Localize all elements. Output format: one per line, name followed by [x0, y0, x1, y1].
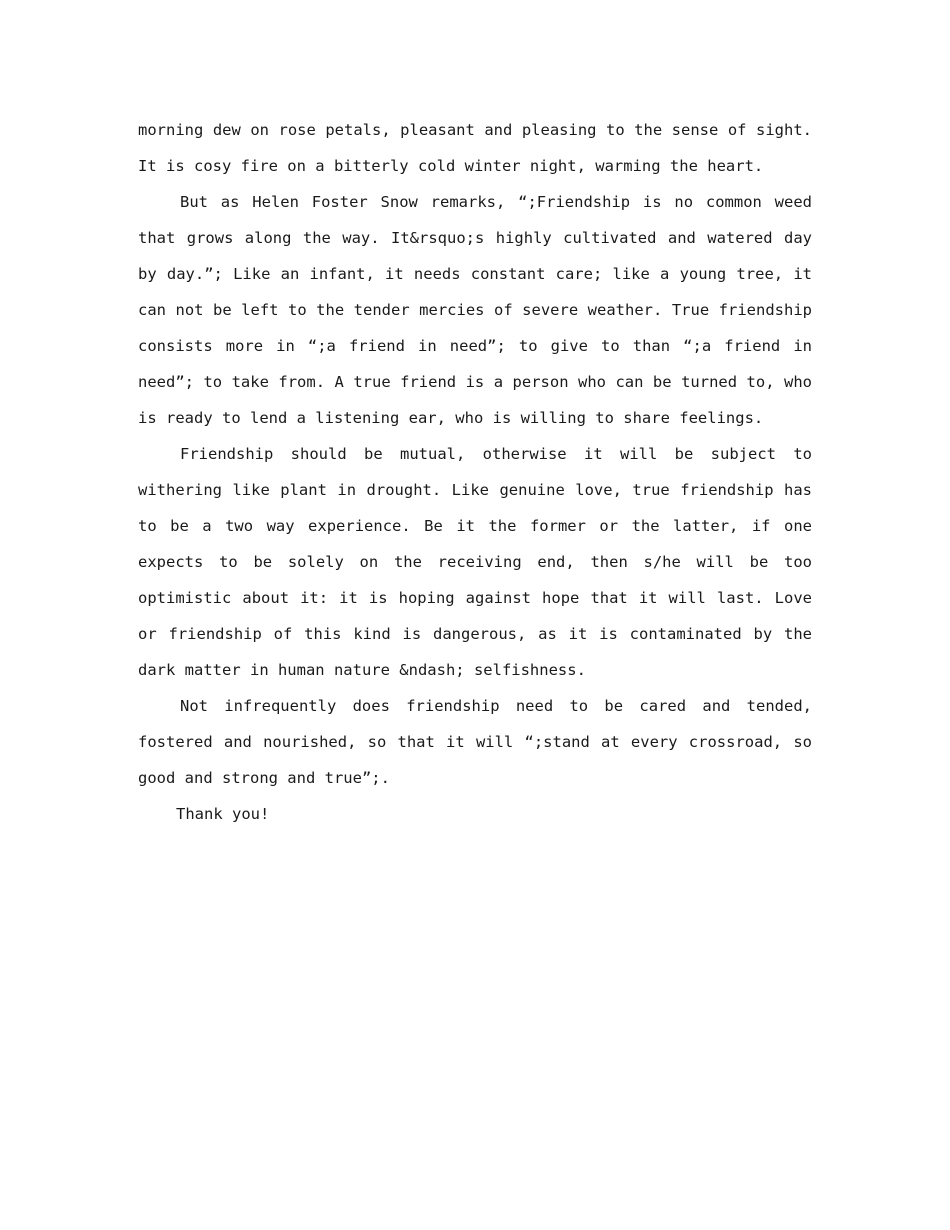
paragraph-3: Friendship should be mutual, otherwise it will be subject to withering like plant in drought. Like genuine love, true friendship has to be a two way experience. Be it the former or the latter, if one expects to be solely on the receiving end, then s/he will be too optimistic about it: it is hoping against hope that it will last. Love or friendship of this kind is dangerous, as it is contaminated by the dark matter in human nature &ndash; selfishness.: [138, 445, 812, 679]
closing-line: Thank you!: [176, 805, 270, 823]
paragraph-4: Not infrequently does friendship need to be cared and tended, fostered and nourished, so that it will “;stand at every crossroad, so good and strong and true”;.: [138, 697, 812, 787]
document-body: [138, 112, 812, 832]
paragraph-1: morning dew on rose petals, pleasant and pleasing to the sense of sight. It is cosy fire on a bitterly cold winter night, warming the heart.: [138, 121, 812, 175]
paragraph-2: But as Helen Foster Snow remarks, “;Friendship is no common weed that grows along the way. It&rsquo;s highly cultivated and watered day by day.”; Like an infant, it needs constant care; like a young tree, it can not be left to the tender mercies of severe weather. True friendship consists more in “;a friend in need”; to give to than “;a friend in need”; to take from. A true friend is a person who can be turned to, who is ready to lend a listening ear, who is willing to share feelings.: [138, 193, 812, 427]
